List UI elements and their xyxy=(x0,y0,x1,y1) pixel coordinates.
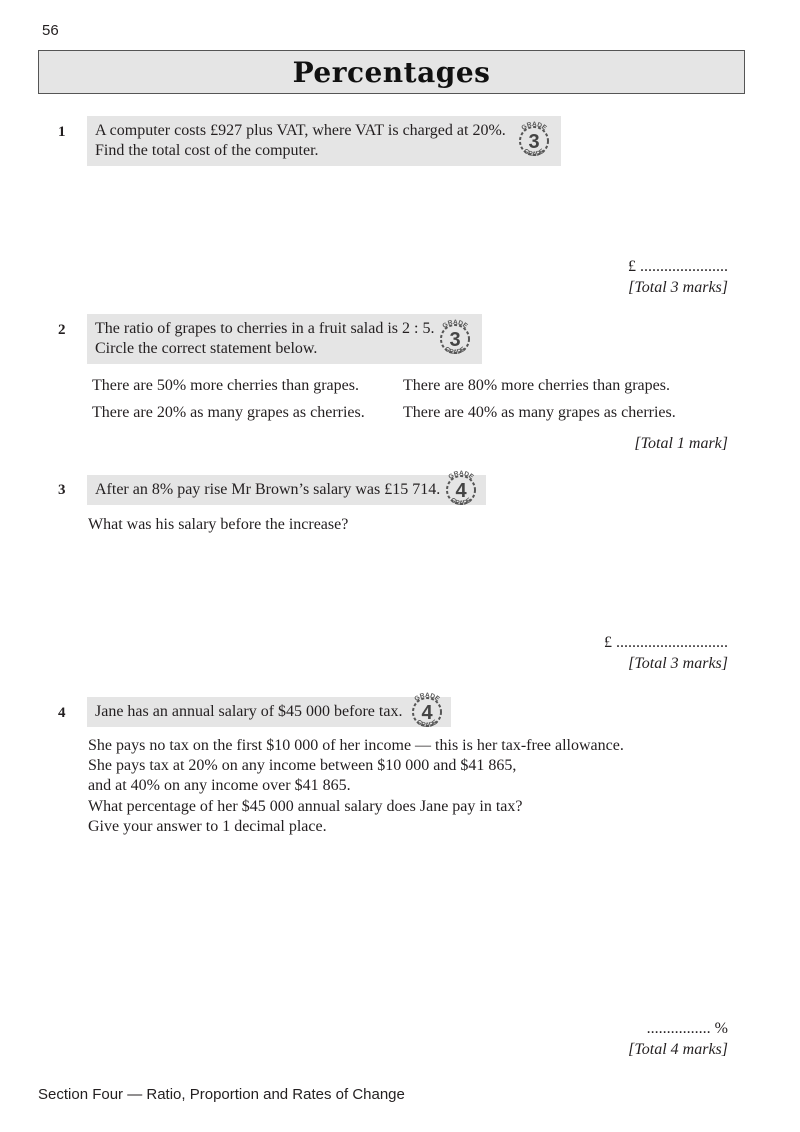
total-marks: [Total 4 marks] xyxy=(628,1041,728,1058)
question-number: 1 xyxy=(58,124,66,140)
question-prompt-box xyxy=(87,116,561,166)
grade-badge-label: GRADE xyxy=(441,318,469,330)
question-text: What was his salary before the increase? xyxy=(88,516,349,533)
prompt-line: Jane has an annual salary of $45 000 before tax. xyxy=(95,703,403,720)
grade-badge-icon xyxy=(439,468,483,512)
page-number: 56 xyxy=(42,22,59,39)
body-line: She pays tax at 20% on any income between $10 000 and $41 865, xyxy=(88,757,517,774)
body-line: She pays no tax on the first $10 000 of her income — this is her tax-free allowance. xyxy=(88,737,624,754)
grade-number: 3 xyxy=(528,131,540,153)
statement-option[interactable]: There are 20% as many grapes as cherries. xyxy=(92,404,365,421)
question-prompt-box xyxy=(87,314,482,364)
grade-number: 4 xyxy=(421,702,433,724)
body-line: and at 40% on any income over $41 865. xyxy=(88,777,351,794)
grade-badge-label: GRADE xyxy=(449,496,473,508)
total-marks: [Total 1 mark] xyxy=(634,435,728,452)
grade-badge-label: GRADE xyxy=(415,718,439,730)
grade-badge-label: GRADE xyxy=(522,147,546,159)
question-number: 3 xyxy=(58,482,66,498)
answer-line: £ ............................ xyxy=(604,634,728,651)
prompt-line: The ratio of grapes to cherries in a fruit salad is 2 : 5. xyxy=(95,320,435,337)
grade-number: 3 xyxy=(449,329,461,351)
grade-number: 4 xyxy=(455,480,467,502)
body-line: What percentage of her $45 000 annual salary does Jane pay in tax? xyxy=(88,798,523,815)
grade-badge-label: GRADE xyxy=(520,120,548,132)
grade-badge-label: GRADE xyxy=(447,469,475,481)
grade-badge-label: GRADE xyxy=(443,345,467,357)
answer-line: ................ % xyxy=(646,1020,728,1037)
question-number: 2 xyxy=(58,322,66,338)
statement-option[interactable]: There are 40% as many grapes as cherries. xyxy=(403,404,676,421)
statement-option[interactable]: There are 50% more cherries than grapes. xyxy=(92,377,359,394)
grade-badge-icon xyxy=(512,119,556,163)
answer-line: £ ...................... xyxy=(628,258,728,275)
grade-badge-label: GRADE xyxy=(413,691,441,703)
prompt-line: Find the total cost of the computer. xyxy=(95,142,319,159)
grade-badge-icon xyxy=(433,317,477,361)
prompt-line: After an 8% pay rise Mr Brown’s salary was £15 714. xyxy=(95,481,441,498)
grade-badge-icon xyxy=(405,690,449,734)
body-line: Give your answer to 1 decimal place. xyxy=(88,818,327,835)
title-bar xyxy=(38,50,745,94)
statement-option[interactable]: There are 80% more cherries than grapes. xyxy=(403,377,670,394)
prompt-line: A computer costs £927 plus VAT, where VAT is charged at 20%. xyxy=(95,122,506,139)
question-prompt-box xyxy=(87,469,486,508)
page-title: Percentages xyxy=(292,55,491,89)
section-footer: Section Four — Ratio, Proportion and Rates of Change xyxy=(38,1086,405,1103)
total-marks: [Total 3 marks] xyxy=(628,279,728,296)
total-marks: [Total 3 marks] xyxy=(628,655,728,672)
question-number: 4 xyxy=(58,705,66,721)
prompt-line: Circle the correct statement below. xyxy=(95,340,318,357)
question-prompt-box xyxy=(87,691,451,730)
